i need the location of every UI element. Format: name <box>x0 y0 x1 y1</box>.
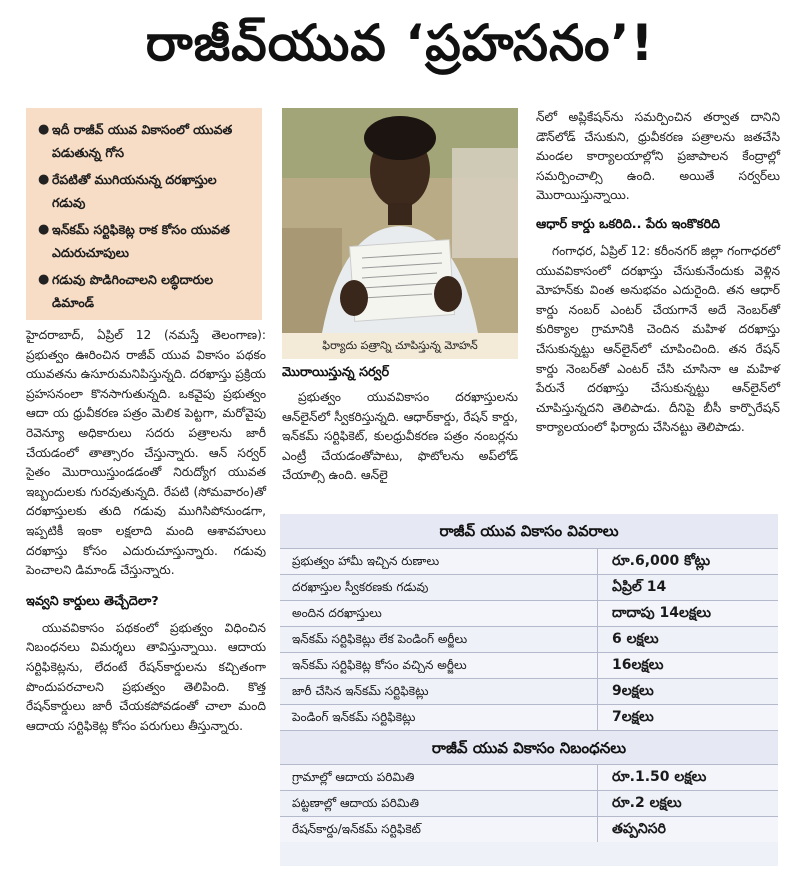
highlight-item <box>38 118 254 164</box>
row-label: రేషన్‌కార్డు/ఇన్‌కమ్‌ సర్టిఫికెట్‌ <box>280 817 598 842</box>
row-value: 6 లక్షలు <box>612 631 659 647</box>
highlight-text: గడువు పొడిగించాలని లబ్ధిదారుల డిమాండ్‌ <box>52 272 214 310</box>
highlight-item <box>38 168 254 214</box>
highlight-text: రేపటితో ముగియనున్న దరఖాస్తుల గడువు <box>52 172 217 210</box>
photo-caption: ఫిర్యాదు పత్రాన్ని చూపిస్తున్న మోహన్‌ <box>282 333 518 359</box>
row-label: ఇన్‌కమ్‌ సర్టిఫికెట్ల కోసం వచ్చిన అర్జీలు <box>280 653 598 678</box>
row-label: గ్రామాల్లో ఆదాయ పరిమితి <box>280 765 598 790</box>
highlights-box <box>26 108 262 320</box>
bullet-icon: ● <box>38 222 50 237</box>
table-row <box>280 548 778 574</box>
article-paragraph: గంగాధర, ఏప్రిల్‌ 12: కరీంనగర్‌ జిల్లా గంగాధరలో యువవికాసంలో దరఖాస్తు చేసుకునేందుకు వెళ్లిన మోహన్‌కు వింత అనుభవం ఎదురైంది. తన ఆధార్‌ కార్డు నంబర్‌ ఎంటర్‌ చేయగానే అదే నెంబర్‌తో కురిక్యాల గ్రామానికి చెందిన మహిళ దరఖాస్తు చేసుకున్నట్టు ఆన్‌లైన్‌లో చూపించింది. తన రేషన్‌ కార్డు నెంబర్‌తో ఎంటర్‌ చేసి చూసినా ఆ మహిళ పేరునే దరఖాస్తు చేసుకున్నట్టు ఆన్‌లైన్‌లో చూపిస్తున్నదని తెలిపాడు. దీనిపై బీసీ కార్పొరేషన్‌ కార్యాలయంలో ఫిర్యాదు చేసినట్టు తెలిపాడు. <box>536 243 780 435</box>
row-value: 7లక్షలు <box>612 709 654 725</box>
row-value: తప్పనిసరి <box>612 821 666 837</box>
row-value: 16లక్షలు <box>612 657 664 673</box>
row-label: ప్రభుత్వం హామీ ఇచ్చిన రుణాలు <box>280 549 598 574</box>
article-paragraph: న్‌లో అప్లికేషన్‌ను సమర్పించిన తర్వాత దానిని డౌన్‌లోడ్‌ చేసుకుని, ధ్రువీకరణ పత్రాలను జతచేసి మండల కార్యాలయాల్లోని ప్రజాపాలన కేంద్రాల్లో సమర్పించాల్సి ఉంది. అయితే సర్వర్‌లు మొరాయిస్తున్నాయి. <box>536 110 780 203</box>
row-label: ఇన్‌కమ్‌ సర్టిఫికెట్లు లేక పెండింగ్‌ అర్జీలు <box>280 627 598 652</box>
person-holding-paper-illustration <box>282 108 518 333</box>
table-row <box>280 790 778 816</box>
headline: రాజీవ్‌యువ ‘ప్రహసనం’! <box>145 13 655 72</box>
table-row <box>280 764 778 790</box>
highlight-text: ఇన్‌కమ్‌ సర్టిఫికెట్ల రాక కోసం యువత ఎదురుచూపులు <box>52 222 230 260</box>
table-row <box>280 704 778 730</box>
row-value: దాదాపు 14లక్షలు <box>612 605 712 621</box>
row-value: 9లక్షలు <box>612 683 654 699</box>
subheading: ఆధార్‌ కార్డు ఒకరిది.. పేరు ఇంకొకరిది <box>536 216 721 232</box>
article-column-1 <box>26 326 266 736</box>
article-intro: హైదరాబాద్‌, ఏప్రిల్‌ 12 (నమస్తే తెలంగాణ): ప్రభుత్వం ఊరించిన రాజీవ్‌ యువ వికాసం పథకం యువతను ఉసూరుమనిపిస్తున్నది. దరఖాస్తు ప్రక్రియ ప్రహసనంలా కొనసాగుతున్నది. ఒకవైపు ప్రభుత్వం ఆదా య ధ్రువీకరణ పత్రం మెలిక పెట్టగా, మరోవైపు రెవెన్యూ అధికారులు సదరు పత్రాలను జారీ చేయడంలో తాత్సారం చేస్తున్నారు. ఆన్‌ సర్వర్‌ సైతం మొరాయిస్తుండడంతో నిరుద్యోగ యువత ఇబ్బందులకు గురవుతున్నది. రేపటి (సోమవారం)తో దరఖాస్తులకు తుది గడువు ముగిసిపోనుండగా, ఇప్పటికీ ఇంకా లక్షలాది మంది ఆశావహులు దరఖాస్తు కోసం ఎదురుచూస్తున్నారు. గడువు పెంచాలని డిమాండ్‌ చేస్తున్నారు. <box>26 328 266 578</box>
row-label: పెండింగ్‌ ఇన్‌కమ్‌ సర్టిఫికెట్లు <box>280 705 598 730</box>
article-column-2 <box>282 362 518 486</box>
news-photo <box>282 108 518 333</box>
rules-table <box>280 764 778 842</box>
table-row <box>280 626 778 652</box>
table-row <box>280 678 778 704</box>
table-row <box>280 600 778 626</box>
table-title: రాజీవ్‌ యువ వికాసం వివరాలు <box>280 514 778 548</box>
details-table <box>280 548 778 730</box>
row-value: రూ.1.50 లక్షలు <box>612 769 707 785</box>
highlight-text: ఇదీ రాజీవ్‌ యువ వికాసంలో యువత పడుతున్న గోస <box>52 122 233 160</box>
row-label: దరఖాస్తుల స్వీకరణకు గడువు <box>280 575 598 600</box>
row-value: రూ.2 లక్షలు <box>612 795 682 811</box>
article-column-3 <box>536 108 780 438</box>
subheading: మొరాయిస్తున్న సర్వర్‌ <box>282 365 390 380</box>
info-tables <box>280 514 778 866</box>
row-label: అందిన దరఖాస్తులు <box>280 601 598 626</box>
article-paragraph: ప్రభుత్వం యువవికాసం దరఖాస్తులను ఆన్‌లైన్‌లో స్వీకరిస్తున్నది. ఆధార్‌కార్డు, రేషన్‌ కార్డు, ఇన్‌కమ్‌ సర్టిఫికెట్‌, కులధ్రువీకరణ పత్రం నంబర్లను ఎంట్రీ చేయడంతోపాటు, ఫొటోలను అప్‌లోడ్‌ చేయాల్సి ఉంది. ఆన్‌లై <box>282 390 518 483</box>
highlight-item <box>38 268 254 314</box>
table-title: రాజీవ్‌ యువ వికాసం నిబంధనలు <box>280 730 778 764</box>
row-value: ఏప్రిల్‌ 14 <box>612 579 667 595</box>
article-paragraph: యువవికాసం పథకంలో ప్రభుత్వం విధించిన నిబంధనలు విమర్శలు తావిస్తున్నాయి. ఆదాయ సర్టిఫికెట్లను, లేదంటే రేషన్‌కార్డులను కచ్చితంగా పొందుపరచాలని ప్రభుత్వం తెలిపింది. కొత్త రేషన్‌కార్డులు జారీ చేయకపోవడంతో చాలా మంది ఆదాయ సర్టిఫికెట్ల కోసం పరుగులు తీస్తున్నారు. <box>26 620 266 733</box>
row-value: రూ.6,000 కోట్లు <box>612 553 711 569</box>
subheading: ఇవ్వని కార్డులు తెచ్చేదెలా? <box>26 593 159 609</box>
table-row <box>280 574 778 600</box>
bullet-icon: ● <box>38 272 50 287</box>
highlight-item <box>38 218 254 264</box>
bullet-icon: ● <box>38 122 50 137</box>
bullet-icon: ● <box>38 172 50 187</box>
row-label: పట్టణాల్లో ఆదాయ పరిమితి <box>280 791 598 816</box>
table-row <box>280 816 778 842</box>
table-row <box>280 652 778 678</box>
row-label: జారీ చేసిన ఇన్‌కమ్‌ సర్టిఫికెట్లు <box>280 679 598 704</box>
